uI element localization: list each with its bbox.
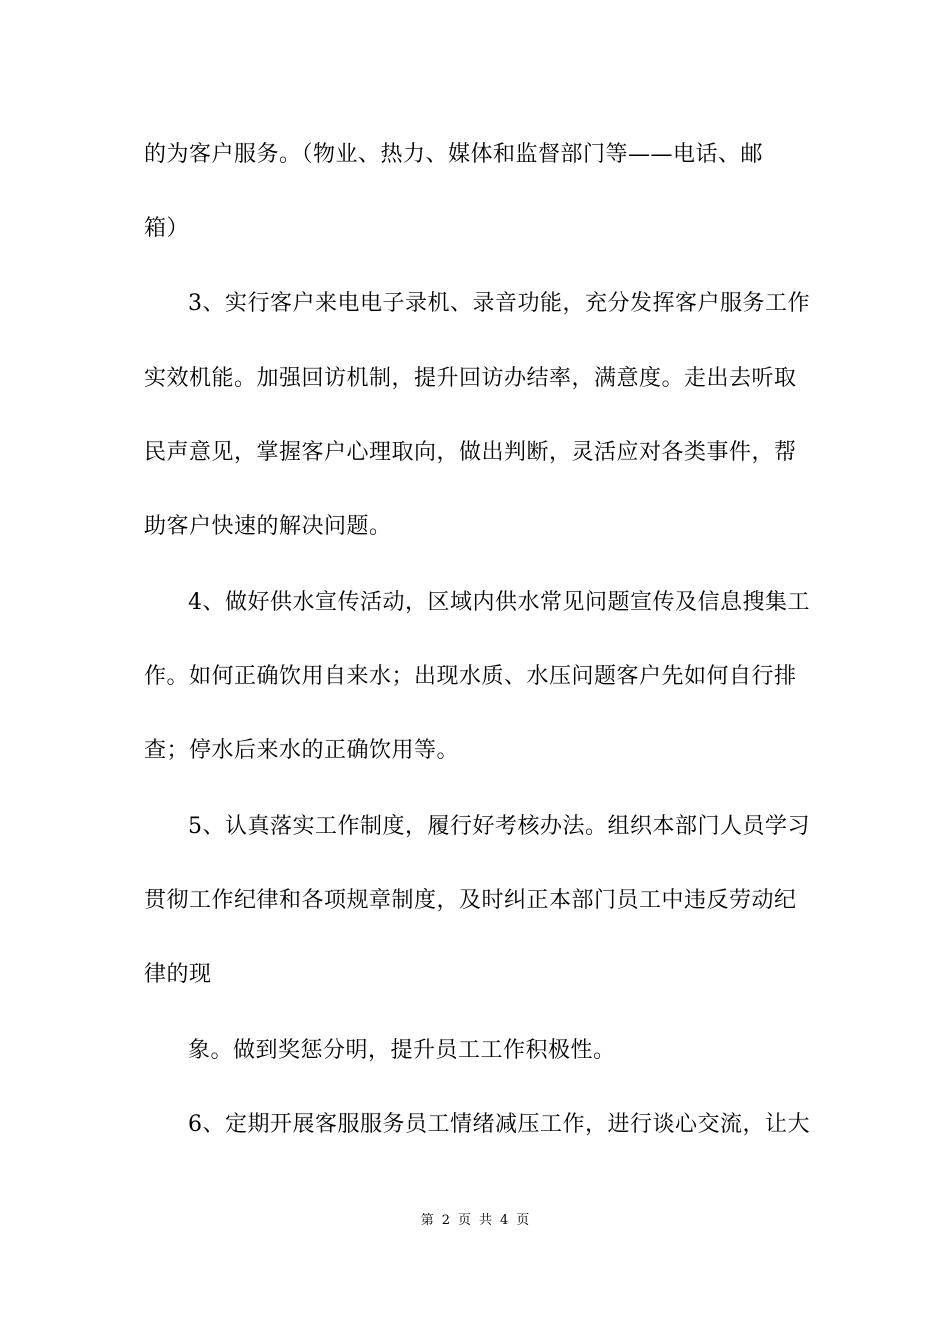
text-line: 实效机能。加强回访机制，提升回访办结率，满意度。走出去听取 xyxy=(144,366,797,391)
text-line: 6、定期开展客服服务员工情绪减压工作，进行谈心交流，让大 xyxy=(188,1112,810,1137)
text-line: 4、做好供水宣传活动，区域内供水常见问题宣传及信息搜集工 xyxy=(188,590,810,615)
footer-page-number: 2 xyxy=(441,1213,450,1228)
text-line: 查；停水后来水的正确饮用等。 xyxy=(144,738,460,763)
footer-page-unit: 页 xyxy=(457,1213,471,1228)
text-line: 的为客户服务。（物业、热力、媒体和监督部门等——电话、邮 xyxy=(144,142,764,167)
text-line: 助客户快速的解决问题。 xyxy=(144,514,392,539)
footer-total-label: 共 xyxy=(479,1213,493,1228)
footer-total-pages: 4 xyxy=(500,1213,509,1228)
text-line: 民声意见，掌握客户心理取向，做出判断，灵活应对各类事件，帮 xyxy=(144,440,797,465)
text-line: 箱） xyxy=(144,216,190,241)
text-line: 3、实行客户来电电子录机、录音功能，充分发挥客户服务工作 xyxy=(188,291,810,316)
text-line: 象。做到奖惩分明，提升员工工作积极性。 xyxy=(188,1038,616,1063)
text-line: 贯彻工作纪律和各项规章制度，及时纠正本部门员工中违反劳动纪 xyxy=(144,888,797,913)
text-line: 作。如何正确饮用自来水；出现水质、水压问题客户先如何自行排 xyxy=(144,664,797,689)
page-footer xyxy=(0,1212,950,1230)
footer-total-unit: 页 xyxy=(516,1213,530,1228)
footer-page-label: 第 xyxy=(420,1213,434,1228)
text-line: 律的现 xyxy=(144,962,212,987)
text-line: 5、认真落实工作制度，履行好考核办法。组织本部门人员学习 xyxy=(188,814,810,839)
